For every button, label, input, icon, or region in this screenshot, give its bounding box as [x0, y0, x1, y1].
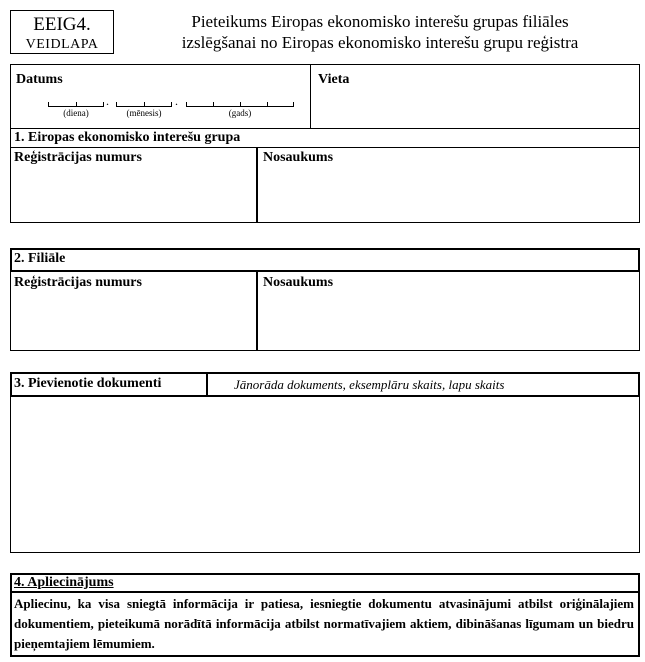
year-input-line[interactable] — [186, 96, 294, 107]
form-code-box — [10, 10, 114, 54]
section2-header — [10, 248, 640, 272]
certification-text: Apliecinu, ka visa sniegtā informācija ir patiesa, iesniegtie dokumentu atvasinājumi atbilst oriģinālajiem dokumentiem, pieteikumā norādītā informācija atbilst normatīvajiem aktiem, dibināšanas līgumam un biedru pieņemtajiem lēmumiem. — [14, 596, 634, 651]
form-kind: VEIDLAPA — [25, 37, 99, 52]
day-caption: (diena) — [63, 108, 89, 118]
form-code: EEIG4. — [33, 14, 91, 35]
month-caption: (mēnesis) — [126, 108, 162, 118]
group-name-label: Nosaukums — [263, 150, 334, 165]
date-separator: . — [175, 94, 178, 108]
section3-title: 3. Pievienotie dokumenti — [14, 376, 162, 391]
section1-title: 1. Eiropas ekonomisko interešu grupa — [14, 130, 241, 145]
section3-divider — [206, 374, 208, 395]
group-name-field[interactable] — [258, 166, 638, 222]
place-label: Vieta — [318, 72, 350, 87]
section3-hint: Jānorāda dokuments, eksemplāru skaits, lapu skaits — [234, 377, 505, 392]
attached-documents-field[interactable] — [10, 396, 640, 553]
group-reg-number-label: Reģistrācijas numurs — [14, 150, 142, 165]
date-separator: . — [106, 94, 109, 108]
branch-reg-number-label: Reģistrācijas numurs — [14, 275, 142, 290]
day-input-line[interactable] — [48, 96, 104, 107]
section2-title: 2. Filiāle — [14, 251, 66, 266]
group-reg-number-field[interactable] — [12, 166, 255, 222]
branch-reg-number-field[interactable] — [12, 292, 255, 350]
place-field[interactable] — [310, 64, 640, 128]
section4-divider — [12, 591, 638, 593]
branch-name-label: Nosaukums — [263, 275, 334, 290]
branch-name-field[interactable] — [258, 292, 638, 350]
month-input-line[interactable] — [116, 96, 172, 107]
date-label: Datums — [16, 72, 63, 87]
form-title-line2: izslēgšanai no Eiropas ekonomisko interešu grupu reģistra — [181, 33, 579, 52]
section4-title: 4. Apliecinājums — [14, 575, 114, 590]
form-title-line1: Pieteikums Eiropas ekonomisko interešu grupas filiāles — [191, 12, 569, 31]
year-caption: (gads) — [228, 108, 252, 118]
